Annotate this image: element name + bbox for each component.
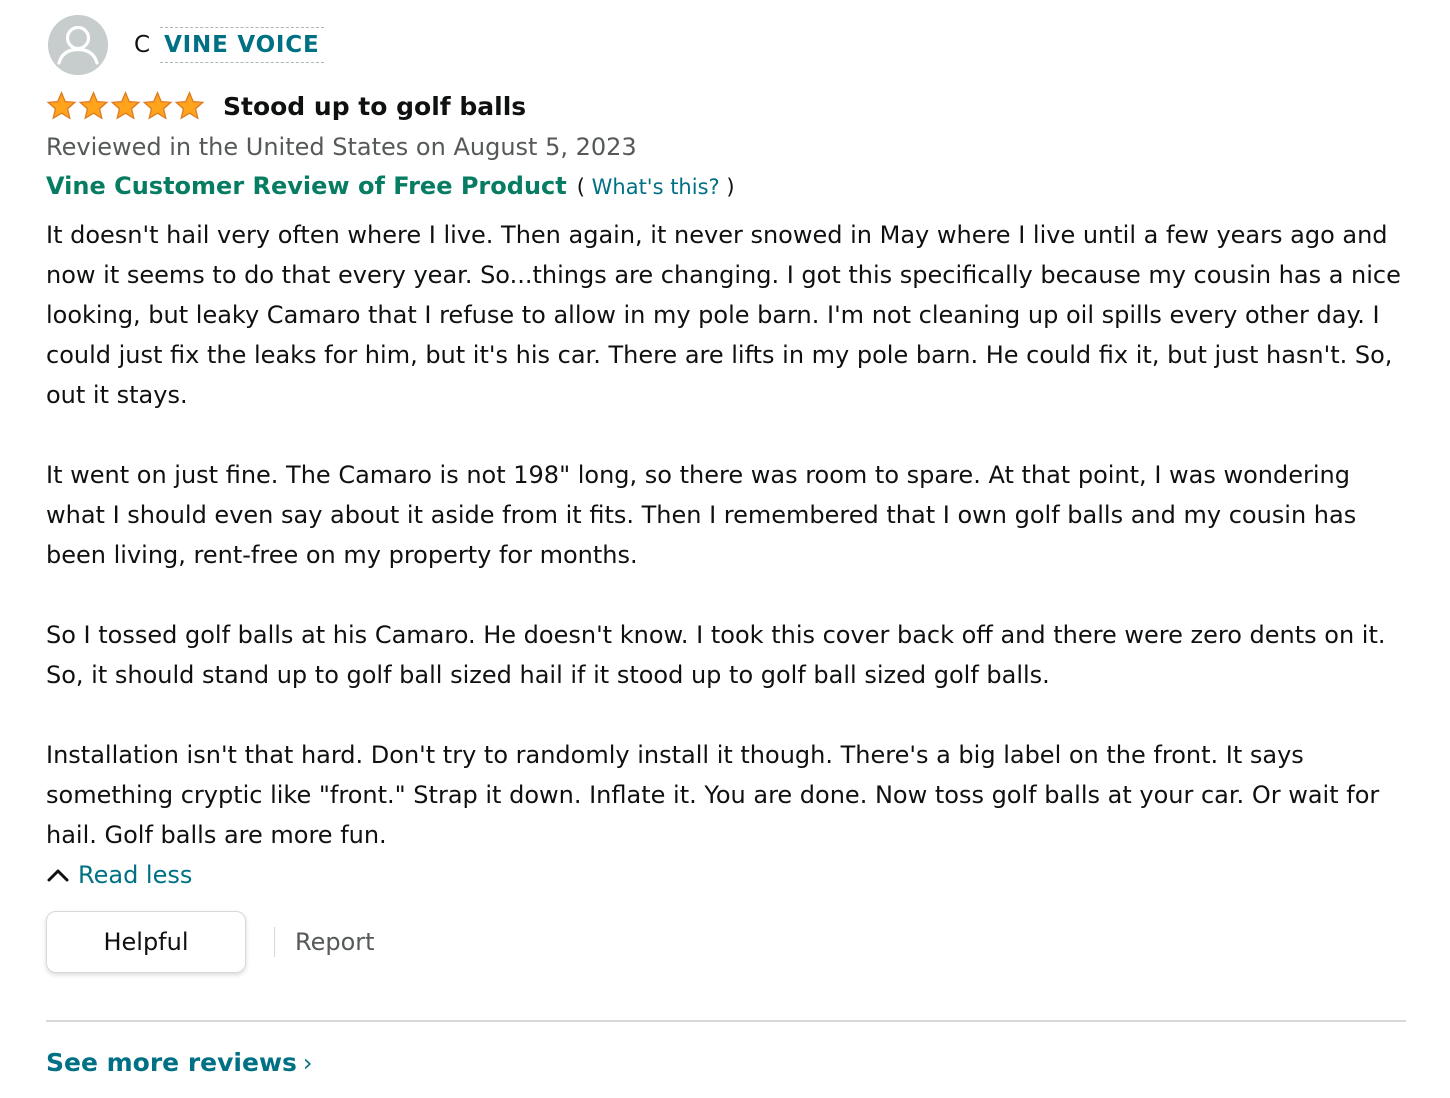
review-actions [46,911,1408,973]
review-paragraph: Installation isn't that hard. Don't try to randomly install it though. There's a big label on the front. It says something cryptic like "front." Strap it down. Inflate it. You are done. Now toss golf balls at your car. Or wait for hail. Golf balls are more fun. [46,741,1380,849]
review-title[interactable]: Stood up to golf balls [223,91,527,121]
star-icon [46,91,77,121]
helpful-button[interactable]: Helpful [46,911,246,973]
profile-name[interactable]: C [134,32,151,58]
review-paragraph: It went on just fine. The Camaro is not 198" long, so there was room to spare. At that point, I was wondering what I should even say about it aside from it fits. Then I remembered that I own golf balls and my cousin has been living, rent-free on my property for months. [46,461,1357,569]
read-less-link[interactable] [46,855,1408,895]
star-icon [110,91,141,121]
review-paragraph: It doesn't hail very often where I live. Then again, it never snowed in May where I live until a few years ago and now it seems to do that every year. So...things are changing. I got this specifically because my cousin has a nice looking, but leaky Camaro that I refuse to allow in my pole barn. I'm not cleaning up oil spills every other day. I could just fix the leaks for him, but it's his car. There are lifts in my pole barn. He could fix it, but just hasn't. So, out it stays. [46,221,1401,409]
report-link[interactable]: Report [295,928,375,956]
profile-row [46,14,1408,76]
whats-this-link[interactable]: What's this? [591,175,720,199]
review-body [46,215,1408,855]
chevron-right-icon: › [302,1048,313,1077]
whats-this-group [577,167,735,207]
vine-voice-badge[interactable]: VINE VOICE [160,27,323,63]
open-paren: ( [576,175,585,199]
chevron-up-icon [46,867,70,883]
vine-review-label: Vine Customer Review of Free Product [46,172,567,200]
avatar[interactable] [48,15,108,75]
vine-row [46,166,1408,207]
star-icon [78,91,109,121]
review-date: Reviewed in the United States on August 5, 2023 [46,133,637,161]
see-more-label: See more reviews [46,1048,297,1077]
title-row [46,88,1408,124]
see-more-reviews-link[interactable] [46,1048,313,1077]
close-paren: ) [726,175,735,199]
star-icon [174,91,205,121]
star-icon [142,91,173,121]
action-divider [274,927,275,957]
star-rating[interactable] [46,91,205,121]
section-divider [46,1020,1406,1022]
review-paragraph: So I tossed golf balls at his Camaro. He doesn't know. I took this cover back off and there were zero dents on it. So, it should stand up to golf ball sized hail if it stood up to golf ball sized golf balls. [46,621,1386,689]
user-silhouette-icon [48,15,108,75]
read-less-label: Read less [78,861,193,889]
review-card [46,14,1408,973]
